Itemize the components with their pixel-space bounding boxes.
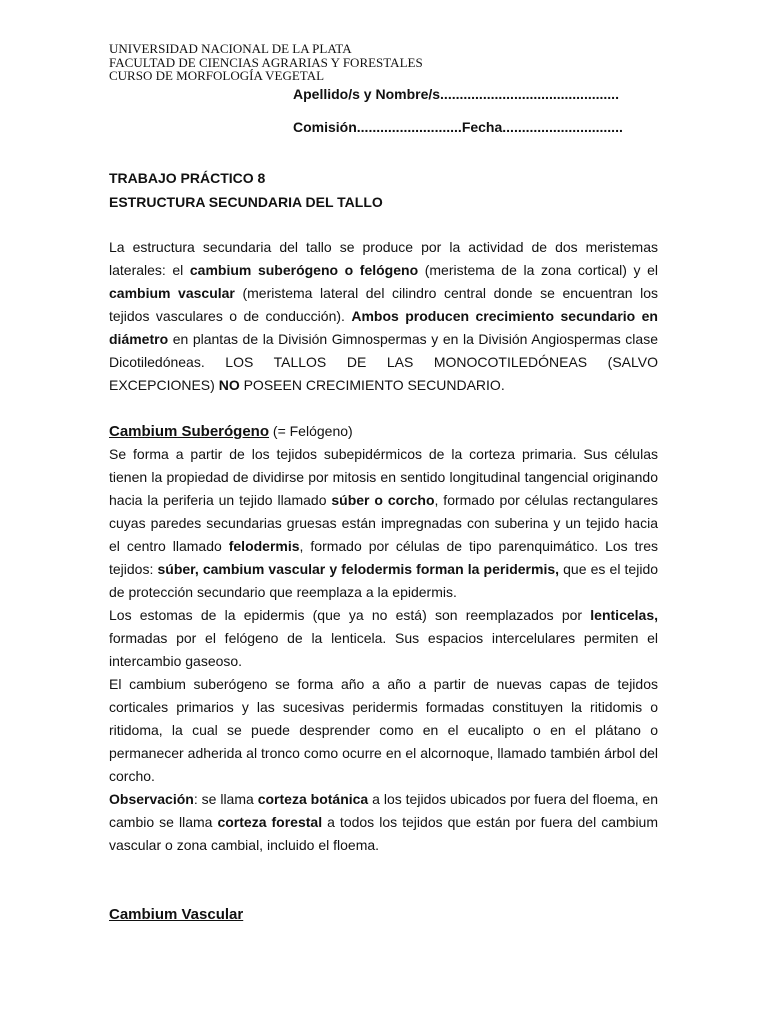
university-name: UNIVERSIDAD NACIONAL DE LA PLATA <box>109 41 352 56</box>
suberogeno-paragraph-3: El cambium suberógeno se forma año a año a partir de nuevas capas de tejidos corticales primarios y las sucesivas peridermis formadas constituyen la ritidomis o ritidoma, la cual se puede desprender como en el eucalipto o en el plátano o permanecer adherida al tronco como ocurre en el alcornoque, llamado también árbol del corcho. <box>109 676 658 784</box>
course-name: CURSO DE MORFOLOGÍA VEGETAL <box>109 68 325 83</box>
suberogeno-paragraph-1: Se forma a partir de los tejidos subepidérmicos de la corteza primaria. Sus células tienen la propiedad de dividirse por mitosis en sentido longitudinal tangencial originando hacia la periferia un tejido llamado súber o corcho, formado por células rectangulares cuyas paredes secundarias gruesas están impregnadas con suberina y un tejido hacia el centro llamado felodermis, formado por células de tipo parenquimático. Los tres tejidos: súber, cambium vascular y felodermis forman la peridermis, que es el tejido de protección secundario que reemplaza a la epidermis. <box>109 446 659 600</box>
faculty-name: FACULTAD DE CIENCIAS AGRARIAS Y FORESTALES <box>109 54 423 70</box>
suberogeno-section <box>109 420 658 857</box>
name-field: Apellido/s y Nombre/s.............................................. <box>293 86 619 102</box>
observation-paragraph: Observación: se llama corteza botánica a los tejidos ubicados por fuera del floema, en cambio se llama corteza forestal a todos los tejidos que están por fuera del cambium vascular o zona cambial, incluido el floema. <box>109 791 659 853</box>
intro-paragraph: La estructura secundaria del tallo se produce por la actividad de dos meristemas laterales: el cambium suberógeno o felógeno (meristema de la zona cortical) y el cambium vascular (meristema lateral del cilindro central donde se encuentran los tejidos vasculares o de conducción). Ambos producen crecimiento secundario en diámetro en plantas de la División Gimnospermas y en la División Angiospermas clase Dicotiledóneas. LOS TALLOS DE LAS MONOCOTILEDÓNEAS (SALVO EXCEPCIONES) NO POSEEN CRECIMIENTO SECUNDARIO. <box>109 239 658 393</box>
topic-title: ESTRUCTURA SECUNDARIA DEL TALLO <box>109 194 383 210</box>
commission-field: Comisión........................... <box>293 119 462 135</box>
document-header <box>109 42 423 83</box>
suberogeno-paragraph-2: Los estomas de la epidermis (que ya no está) son reemplazados por lenticelas, formadas por el felógeno de la lenticela. Sus espacios intercelulares permiten el intercambio gaseoso. <box>109 607 658 669</box>
titles-block <box>109 166 383 214</box>
section-heading-suberogeno: Cambium Suberógeno (= Felógeno) <box>109 423 353 440</box>
date-field: Fecha............................... <box>461 119 623 135</box>
practical-title: TRABAJO PRÁCTICO 8 <box>109 170 266 186</box>
section-heading-vascular: Cambium Vascular <box>109 906 244 923</box>
commission-date-line <box>293 119 623 135</box>
